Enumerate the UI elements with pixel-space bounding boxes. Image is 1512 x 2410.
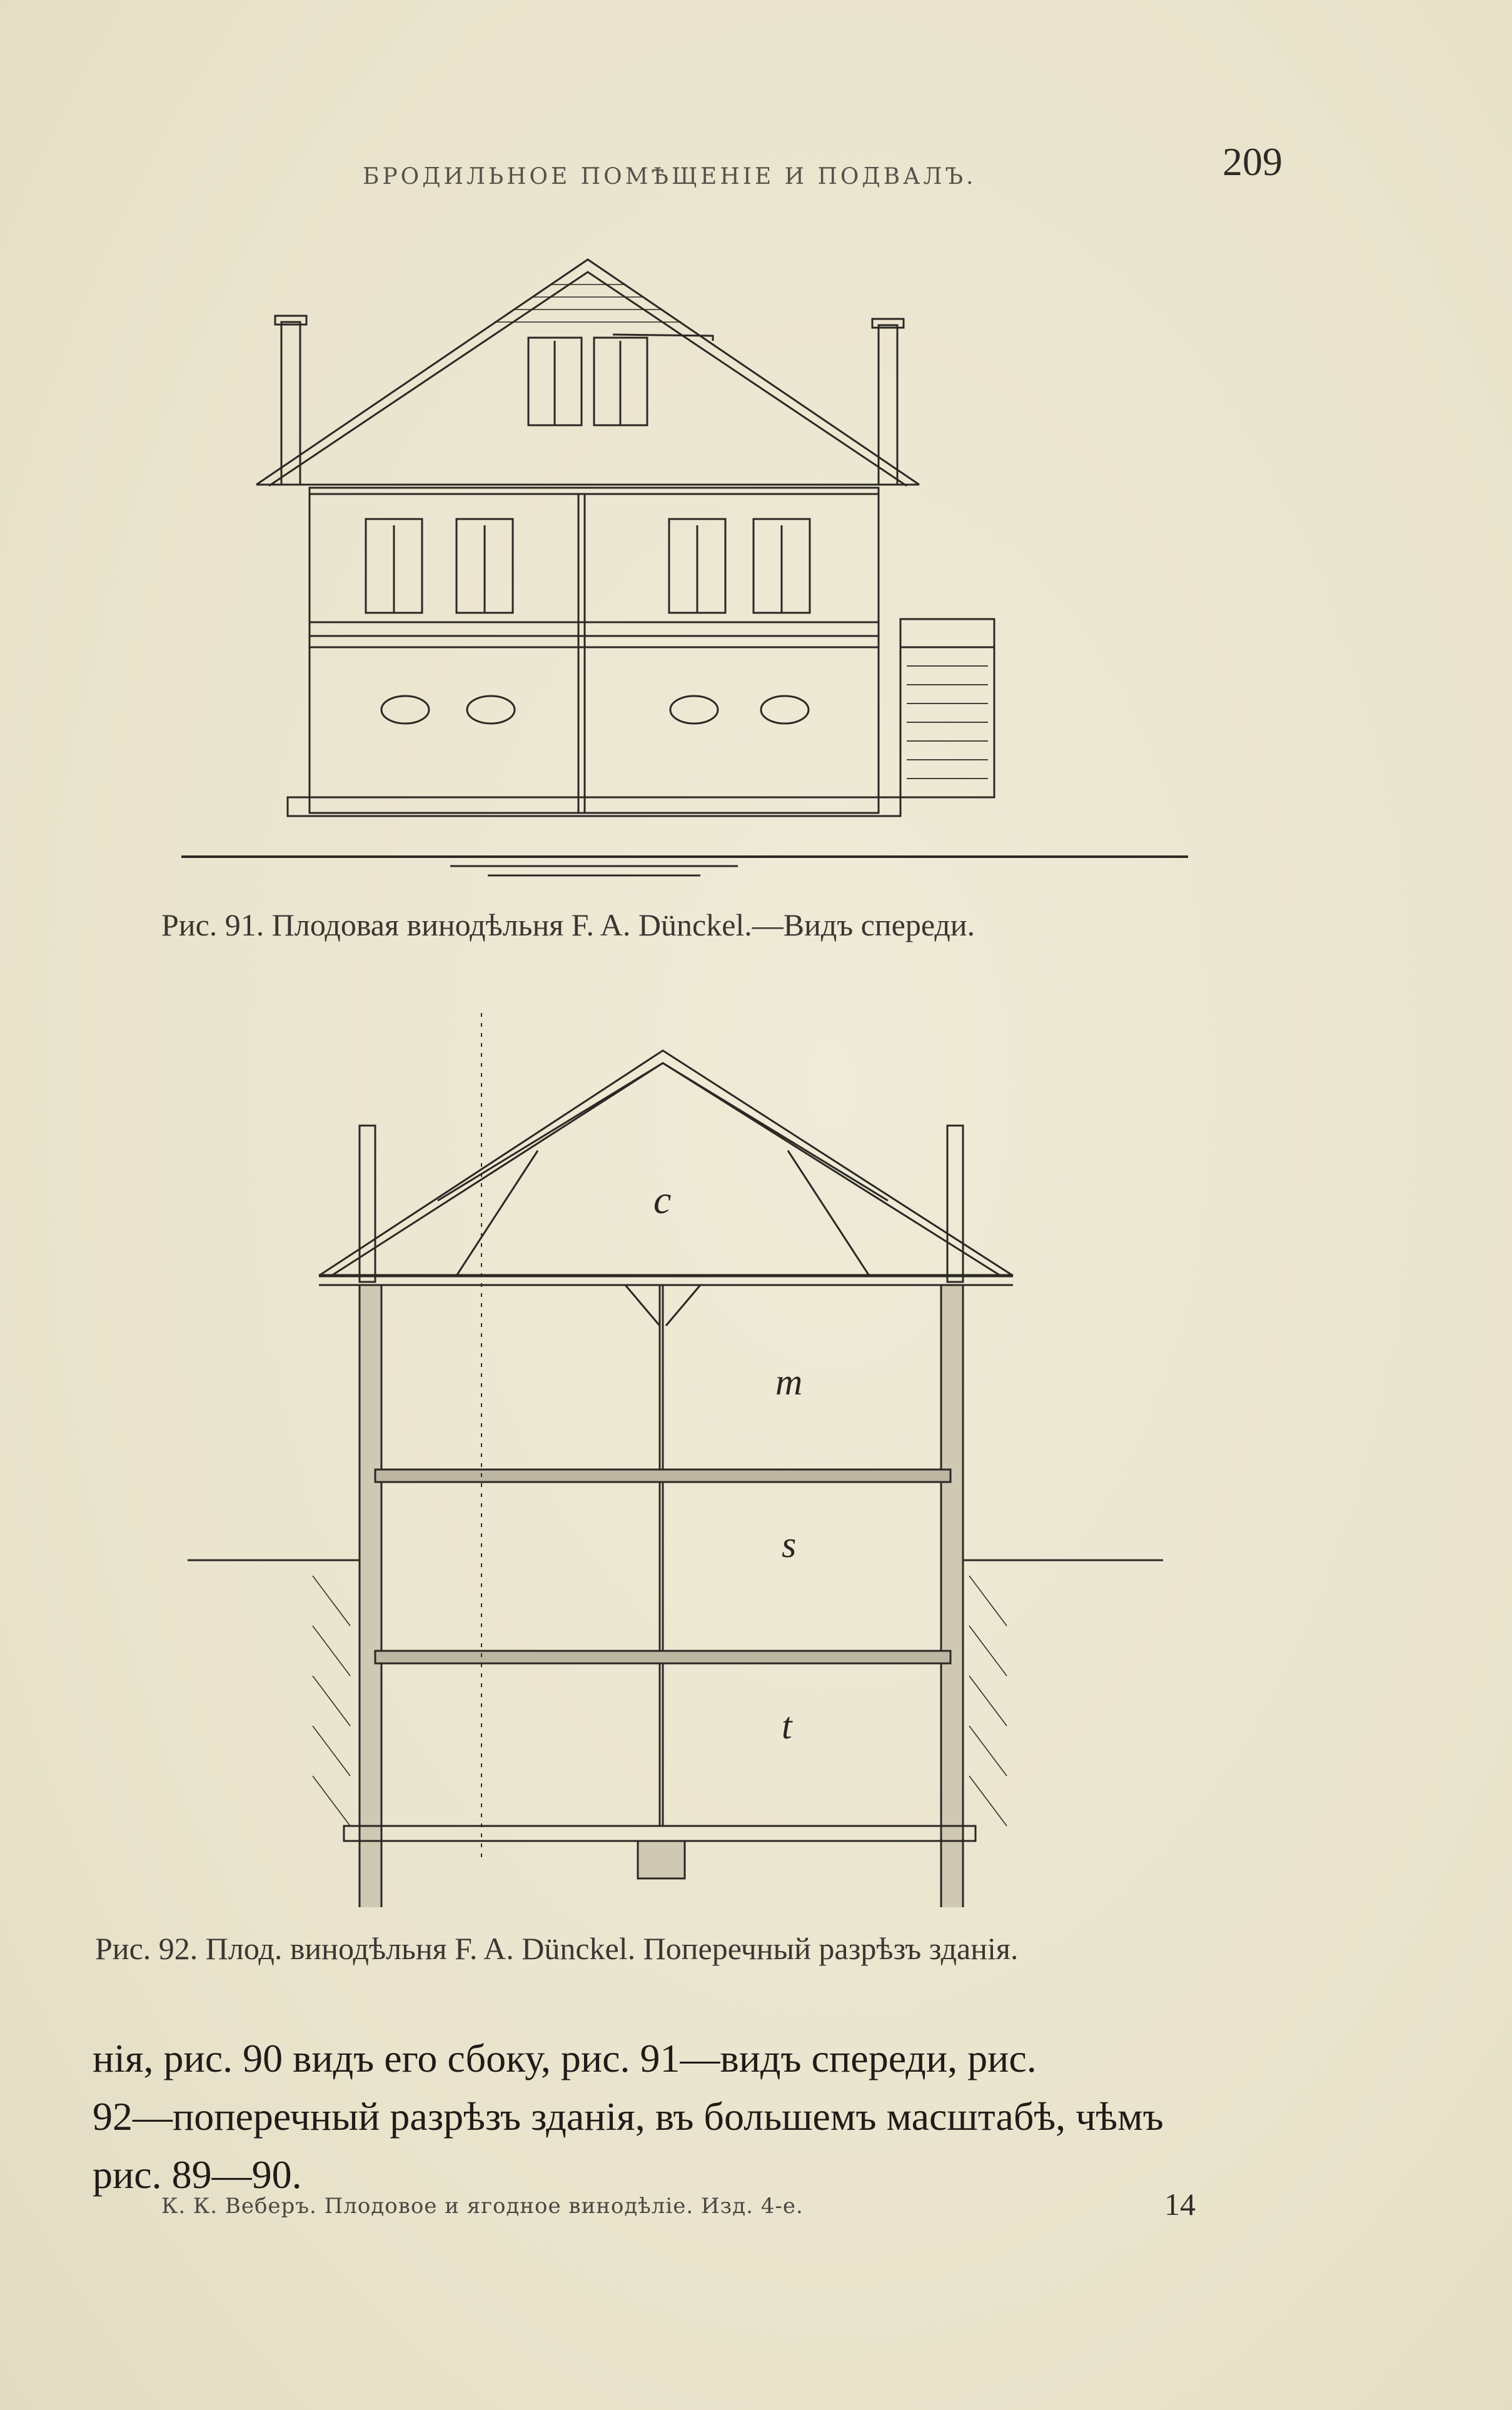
figure-91-caption: Рис. 91. Плодовая винодѣльня F. A. Dünckel.—Видъ спереди.	[161, 907, 975, 942]
body-paragraph	[93, 2029, 1312, 2204]
running-head: БРОДИЛЬНОЕ ПОМѢЩЕНІЕ И ПОДВАЛЪ.	[363, 164, 977, 189]
label-c: c	[653, 1177, 672, 1222]
body-line: рис. 89—90.	[93, 2152, 302, 2197]
page-number: 209	[1222, 139, 1283, 184]
signature-mark: 14	[1164, 2187, 1196, 2222]
figure-91-front-view	[175, 247, 1201, 885]
label-t: t	[782, 1705, 792, 1747]
body-line: 92—поперечный разрѣзъ зданія, въ большемъ масштабѣ, чѣмъ	[93, 2094, 1164, 2139]
label-s: s	[782, 1524, 797, 1565]
body-line: нія, рис. 90 видъ его сбоку, рис. 91—видъ спереди, рис.	[93, 2036, 1037, 2080]
label-m: m	[775, 1361, 803, 1403]
figure-92-caption: Рис. 92. Плод. винодѣльня F. A. Dünckel. Поперечный разрѣзъ зданія.	[95, 1931, 1019, 1966]
footer-imprint: К. К. Веберъ. Плодовое и ягодное винодѣліе. Изд. 4-е.	[161, 2194, 804, 2219]
figure-92-labels	[188, 1001, 1176, 1907]
